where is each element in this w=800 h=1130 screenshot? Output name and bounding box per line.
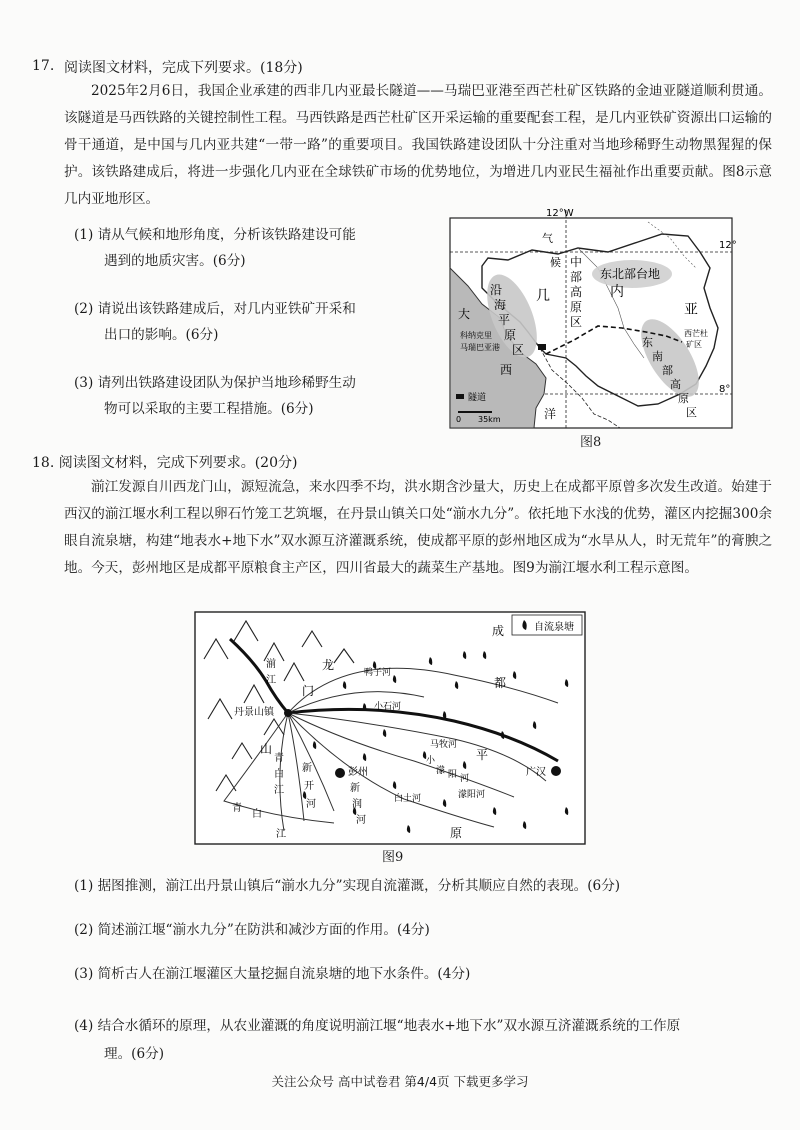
coastal-char-1: 沿 bbox=[490, 283, 503, 297]
q18-sub4-line1: (4) 结合水循环的原理，从农业灌溉的角度说明湔江堰“地表水+地下水”双水源互济灌溉系统的工作原 bbox=[74, 1018, 681, 1034]
river-baitu: 白土河 bbox=[394, 794, 422, 804]
qingbai-inner-char-1: 青 bbox=[274, 753, 284, 764]
q18-header: 18. 阅读图文材料，完成下列要求。(20分) bbox=[32, 455, 298, 471]
mine-label-2: 矿区 bbox=[686, 340, 702, 349]
figure-8-caption: 图8 bbox=[580, 435, 602, 450]
southeast-char-5: 原 bbox=[678, 392, 689, 405]
latitude-bottom-label: 8° bbox=[719, 384, 731, 395]
scale-zero: 0 bbox=[456, 415, 462, 424]
tunnel-marker bbox=[538, 344, 546, 350]
q18-sub3: (3) 简析古人在湔江堰灌区大量挖掘自流泉塘的地下水条件。(4分) bbox=[74, 966, 471, 982]
guinea-terrain-map bbox=[448, 208, 748, 430]
legend-tunnel: 隧道 bbox=[468, 393, 487, 403]
scale-label: 35km bbox=[478, 415, 501, 424]
guanghan-label: 广汉 bbox=[526, 767, 546, 778]
q17-sub3-line2: 物可以采取的主要工程措施。(6分) bbox=[104, 401, 314, 417]
central-char-3: 高 bbox=[570, 285, 583, 299]
jian-char-1: 湔 bbox=[266, 659, 276, 670]
plain-char-3: 平 bbox=[476, 748, 489, 762]
country-char-3: 亚 bbox=[684, 302, 698, 318]
xinkai-char-2: 开 bbox=[304, 781, 314, 792]
q17-sub1-line2: 遇到的地质灾害。(6分) bbox=[104, 253, 246, 269]
ocean-char-2: 西 bbox=[500, 363, 513, 377]
longmen-char-1: 龙 bbox=[322, 658, 335, 672]
river-mamu: 马牧河 bbox=[430, 740, 458, 750]
q18-sub1: (1) 据图推测，湔江出丹景山镇后“湔水九分”实现自流灌溉，分析其顺应自然的表现。(6分) bbox=[74, 878, 621, 894]
central-char-5: 区 bbox=[570, 315, 583, 329]
xinkai-char-1: 新 bbox=[302, 763, 312, 774]
xiaomeng-char-1: 小 bbox=[426, 756, 436, 766]
central-char-4: 原 bbox=[570, 300, 583, 314]
qingbai-char-2: 白 bbox=[252, 809, 262, 820]
coastal-char-4: 原 bbox=[504, 328, 517, 342]
port-label-2: 马瑞巴亚港 bbox=[460, 343, 500, 352]
longitude-label: 12°W bbox=[546, 208, 574, 219]
q17-sub1-line1: (1) 请从气候和地形角度，分析该铁路建设可能 bbox=[74, 227, 356, 243]
q17-number: 17. bbox=[32, 58, 55, 74]
jianjiang-irrigation-map bbox=[194, 611, 586, 845]
figure-9-caption: 图9 bbox=[382, 850, 404, 865]
q18-paragraph: 湔江发源自川西龙门山，源短流急，来水四季不均，洪水期含沙量大，历史上在成都平原曾多次发生改道。始建于西汉的湔江堰水利工程以卵石竹笼工艺筑堰，在丹景山镇关口处“湔水九分”。依托地下水浅的优势，灌区内挖掘300余眼自流泉塘，构建“地表水+地下水”双水源互济灌溉系统，使成都平原的彭州地区成为“水旱从人，时无荒年”的膏腴之地。今天，彭州地区是成都平原粮食主产区，四川省最大的蔬菜生产基地。图9为湔江堰水利工程示意图。 bbox=[64, 479, 772, 576]
qingbai-inner-char-3: 江 bbox=[274, 785, 284, 796]
southeast-char-3: 部 bbox=[662, 364, 673, 377]
qingbai-inner-char-2: 白 bbox=[274, 769, 284, 780]
qingbai-char-1: 青 bbox=[232, 803, 242, 814]
climate-char-2: 候 bbox=[550, 256, 561, 269]
southeast-char-2: 南 bbox=[652, 350, 663, 363]
q18-sub2: (2) 简述湔江堰“湔水九分”在防洪和减沙方面的作用。(4分) bbox=[74, 922, 430, 938]
qingbai-char-3: 江 bbox=[276, 829, 286, 840]
xinrun-char-1: 新 bbox=[350, 783, 360, 794]
ocean-char-3: 洋 bbox=[544, 407, 557, 421]
river-xiaoshi: 小石河 bbox=[374, 702, 402, 712]
coastal-char-5: 区 bbox=[512, 343, 525, 357]
q17-paragraph: 2025年2月6日，我国企业承建的西非几内亚最长隧道——马瑞巴亚港至西芒杜矿区铁路的金迪亚隧道顺利贯通。该隧道是马西铁路的关键控制性工程。马西铁路是西芒杜矿区开采运输的重要配套工程，是几内亚铁矿资源出口运输的骨干通道，是中国与几内亚共建“一带一路”的重要项目。我国铁路建设团队十分注重对当地珍稀野生动物黑猩猩的保护。该铁路建成后，将进一步强化几内亚在全球铁矿市场的优势地位，为增进几内亚民生福祉作出重要贡献。图8示意几内亚地形区。 bbox=[64, 83, 772, 207]
latitude-top-label: 12° bbox=[719, 240, 737, 251]
q17-sub2-line1: (2) 请说出该铁路建成后，对几内亚铁矿开采和 bbox=[74, 301, 356, 317]
xiaomeng-char-3: 阳 bbox=[448, 770, 458, 780]
southeast-char-1: 东 bbox=[642, 336, 653, 349]
q17-sub3-line1: (3) 请列出铁路建设团队为保护当地珍稀野生动 bbox=[74, 375, 356, 391]
pengzhou-label: 彭州 bbox=[348, 767, 368, 778]
river-mengyang: 濛阳河 bbox=[458, 790, 486, 800]
q18-sub4-line2: 理。(6分) bbox=[104, 1046, 165, 1062]
northeast-region-label: 东北部台地 bbox=[600, 267, 661, 281]
coastal-char-3: 平 bbox=[498, 313, 511, 327]
xinkai-char-3: 河 bbox=[306, 799, 316, 810]
climate-char-1: 气 bbox=[542, 232, 553, 245]
xinrun-char-2: 润 bbox=[352, 799, 362, 810]
coastal-char-2: 海 bbox=[494, 298, 507, 312]
plain-char-4: 原 bbox=[450, 826, 463, 840]
country-char-2: 内 bbox=[610, 284, 624, 300]
page-footer: 关注公众号 高中试卷君 第4/4页 下载更多学习 bbox=[271, 1074, 529, 1089]
q17-header: 阅读图文材料，完成下列要求。(18分) bbox=[64, 60, 303, 76]
mine-label-1: 西芒杜 bbox=[684, 329, 708, 338]
xiaomeng-char-2: 濛 bbox=[436, 766, 446, 776]
longmen-char-2: 门 bbox=[302, 684, 315, 698]
plain-char-1: 成 bbox=[492, 624, 505, 638]
xiaomeng-char-4: 河 bbox=[460, 774, 470, 784]
xinrun-char-3: 河 bbox=[356, 815, 366, 826]
jian-char-2: 江 bbox=[266, 675, 276, 686]
longmen-char-3: 山 bbox=[260, 742, 273, 756]
southeast-char-4: 高 bbox=[670, 378, 681, 391]
q17-sub2-line2: 出口的影响。(6分) bbox=[104, 327, 219, 343]
river-yazi: 鸭子河 bbox=[364, 668, 392, 678]
legend-spring-pond: 自流泉塘 bbox=[534, 622, 574, 633]
ocean-char-1: 大 bbox=[458, 307, 471, 321]
country-char-1: 几 bbox=[536, 288, 550, 304]
port-label-1: 科纳克里 bbox=[460, 331, 492, 340]
plain-char-2: 都 bbox=[494, 676, 507, 690]
central-char-1: 中 bbox=[570, 255, 583, 269]
central-char-2: 部 bbox=[570, 270, 583, 284]
town-label: 丹景山镇 bbox=[234, 707, 274, 718]
southeast-char-6: 区 bbox=[686, 406, 697, 419]
